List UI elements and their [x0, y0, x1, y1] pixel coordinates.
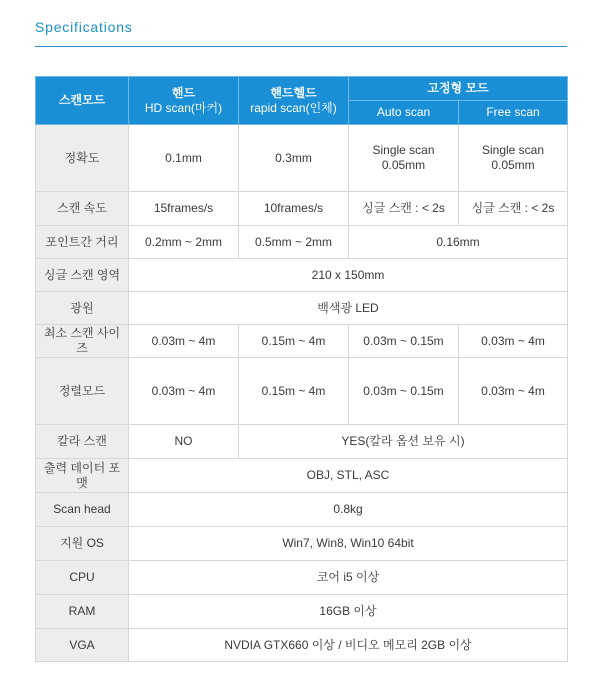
row-label: CPU — [36, 561, 129, 595]
table-row — [36, 325, 568, 358]
cell-value: 0.1mm — [129, 125, 239, 192]
cell-value: 0.15m ~ 4m — [239, 358, 349, 425]
row-label: 포인트간 거리 — [36, 226, 129, 259]
cell-value: 싱글 스캔 : < 2s — [349, 192, 459, 226]
row-label: 광원 — [36, 292, 129, 325]
table-row — [36, 192, 568, 226]
table-row — [36, 292, 568, 325]
header-hand-line1: 핸드 — [171, 85, 196, 100]
table-row — [36, 459, 568, 493]
cell-value: 0.03m ~ 4m — [459, 325, 568, 358]
cell-line: Single scan — [372, 143, 435, 157]
cell-line: 0.05mm — [381, 158, 426, 172]
cell-value: 0.3mm — [239, 125, 349, 192]
cell-value: 백색광 LED — [129, 292, 568, 325]
row-label: 싱글 스캔 영역 — [36, 259, 129, 292]
table-row — [36, 226, 568, 259]
cell-value: 0.03m ~ 4m — [129, 325, 239, 358]
cell-value: 10frames/s — [239, 192, 349, 226]
cell-value: 코어 i5 이상 — [129, 561, 568, 595]
cell-value: 0.03m ~ 0.15m — [349, 325, 459, 358]
row-label: Scan head — [36, 493, 129, 527]
header-hand — [129, 77, 239, 125]
cell-value: 16GB 이상 — [129, 595, 568, 629]
table-row — [36, 595, 568, 629]
cell-value: NVDIA GTX660 이상 / 비디오 메모리 2GB 이상 — [129, 629, 568, 662]
table-row — [36, 259, 568, 292]
header-handheld — [239, 77, 349, 125]
spec-table — [35, 76, 568, 662]
cell-value: 0.03m ~ 4m — [459, 358, 568, 425]
header-free-scan: Free scan — [459, 101, 568, 125]
cell-value: 0.03m ~ 0.15m — [349, 358, 459, 425]
table-row — [36, 629, 568, 662]
table-row — [36, 125, 568, 192]
row-label: VGA — [36, 629, 129, 662]
cell-value: 0.15m ~ 4m — [239, 325, 349, 358]
header-auto-scan: Auto scan — [349, 101, 459, 125]
cell-value: 싱글 스캔 : < 2s — [459, 192, 568, 226]
cell-value: 0.03m ~ 4m — [129, 358, 239, 425]
cell-value: NO — [129, 425, 239, 459]
cell-value: OBJ, STL, ASC — [129, 459, 568, 493]
row-label: 스캔 속도 — [36, 192, 129, 226]
row-label: 칼라 스캔 — [36, 425, 129, 459]
cell-value: 0.2mm ~ 2mm — [129, 226, 239, 259]
cell-value: 0.16mm — [349, 226, 568, 259]
cell-line: Single scan — [481, 143, 545, 157]
header-handheld-line1: 핸드헬드 — [270, 85, 317, 100]
table-row — [36, 561, 568, 595]
header-mode-label: 스캔모드 — [36, 77, 129, 125]
row-label: RAM — [36, 595, 129, 629]
table-row — [36, 493, 568, 527]
row-label: 출력 데이터 포맷 — [36, 459, 129, 493]
table-row — [36, 527, 568, 561]
row-label: 정렬모드 — [36, 358, 129, 425]
cell-value: Win7, Win8, Win10 64bit — [129, 527, 568, 561]
cell-value: YES(칼라 옵션 보유 시) — [239, 425, 568, 459]
table-row — [36, 425, 568, 459]
cell-value: 0.8kg — [129, 493, 568, 527]
header-handheld-line2: rapid scan(인체) — [250, 100, 337, 115]
row-label: 최소 스캔 사이즈 — [36, 325, 129, 358]
cell-value: 210 x 150mm — [129, 259, 568, 292]
row-label: 지원 OS — [36, 527, 129, 561]
header-hand-line2: HD scan(마커) — [144, 100, 223, 115]
cell-value — [459, 125, 568, 192]
cell-value: 0.5mm ~ 2mm — [239, 226, 349, 259]
header-fixed-mode: 고정형 모드 — [349, 77, 568, 101]
cell-value: 15frames/s — [129, 192, 239, 226]
row-label: 정확도 — [36, 125, 129, 192]
cell-value — [349, 125, 459, 192]
table-row — [36, 358, 568, 425]
title-divider — [35, 46, 567, 47]
cell-line: 0.05mm — [491, 158, 535, 172]
page-title: Specifications — [35, 19, 133, 35]
